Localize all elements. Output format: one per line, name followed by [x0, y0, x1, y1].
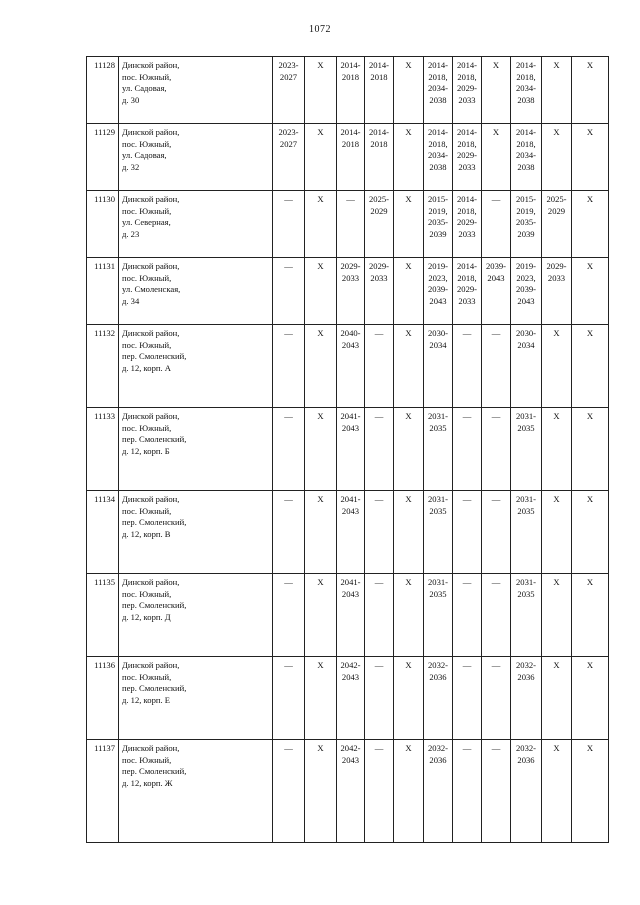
period-cell: — — [273, 408, 305, 491]
period-cell: Х — [542, 740, 572, 843]
row-number-cell: 11131 — [87, 258, 119, 325]
period-cell: 2030- 2034 — [424, 325, 453, 408]
row-number-cell: 11134 — [87, 491, 119, 574]
period-cell: Х — [394, 325, 424, 408]
period-cell: — — [365, 657, 394, 740]
period-cell: Х — [572, 124, 609, 191]
period-cell: Х — [542, 325, 572, 408]
period-cell: — — [453, 408, 482, 491]
period-cell: 2031- 2035 — [424, 408, 453, 491]
registry-table — [86, 56, 609, 843]
period-cell: 2039- 2043 — [482, 258, 511, 325]
period-cell: — — [365, 574, 394, 657]
period-cell: Х — [305, 57, 337, 124]
period-cell: 2040- 2043 — [337, 325, 365, 408]
period-cell: Х — [572, 325, 609, 408]
row-number-cell: 11130 — [87, 191, 119, 258]
period-cell: — — [365, 740, 394, 843]
period-cell: 2014- 2018 — [365, 124, 394, 191]
period-cell: Х — [305, 408, 337, 491]
period-cell: Х — [394, 574, 424, 657]
address-cell: Динской район, пос. Южный, пер. Смоленский, д. 12, корп. Е — [119, 657, 273, 740]
period-cell: 2014- 2018 — [365, 57, 394, 124]
period-cell: 2031- 2035 — [511, 491, 542, 574]
period-cell: Х — [542, 57, 572, 124]
period-cell: 2030- 2034 — [511, 325, 542, 408]
period-cell: Х — [572, 258, 609, 325]
period-cell: 2014- 2018, 2034- 2038 — [424, 57, 453, 124]
period-cell: Х — [394, 191, 424, 258]
period-cell: 2019- 2023, 2039- 2043 — [424, 258, 453, 325]
period-cell: — — [482, 408, 511, 491]
period-cell: 2029- 2033 — [337, 258, 365, 325]
period-cell: Х — [305, 325, 337, 408]
address-cell: Динской район, пос. Южный, пер. Смоленский, д. 12, корп. Ж — [119, 740, 273, 843]
period-cell: 2032- 2036 — [511, 740, 542, 843]
period-cell: — — [365, 491, 394, 574]
period-cell: Х — [572, 57, 609, 124]
period-cell: — — [365, 408, 394, 491]
period-cell: Х — [542, 657, 572, 740]
period-cell: 2032- 2036 — [424, 657, 453, 740]
period-cell: — — [453, 491, 482, 574]
period-cell: — — [273, 325, 305, 408]
period-cell: 2014- 2018, 2034- 2038 — [511, 124, 542, 191]
period-cell: Х — [542, 124, 572, 191]
period-cell: Х — [305, 191, 337, 258]
period-cell: 2015- 2019, 2035- 2039 — [424, 191, 453, 258]
period-cell: 2014- 2018 — [337, 124, 365, 191]
address-cell: Динской район, пос. Южный, ул. Северная, д. 23 — [119, 191, 273, 258]
row-number-cell: 11137 — [87, 740, 119, 843]
period-cell: — — [453, 574, 482, 657]
period-cell: 2014- 2018, 2029- 2033 — [453, 191, 482, 258]
address-cell: Динской район, пос. Южный, пер. Смоленский, д. 12, корп. Д — [119, 574, 273, 657]
period-cell: — — [273, 740, 305, 843]
page-number: 1072 — [309, 24, 331, 35]
address-cell: Динской район, пос. Южный, пер. Смоленский, д. 12, корп. А — [119, 325, 273, 408]
table-row — [87, 258, 609, 325]
period-cell: Х — [482, 57, 511, 124]
period-cell: — — [273, 191, 305, 258]
period-cell: Х — [572, 191, 609, 258]
period-cell: Х — [305, 740, 337, 843]
period-cell: 2041- 2043 — [337, 408, 365, 491]
period-cell: 2025- 2029 — [542, 191, 572, 258]
period-cell: 2014- 2018, 2034- 2038 — [511, 57, 542, 124]
address-cell: Динской район, пос. Южный, ул. Садовая, д. 32 — [119, 124, 273, 191]
period-cell: Х — [542, 574, 572, 657]
period-cell: Х — [305, 574, 337, 657]
period-cell: 2015- 2019, 2035- 2039 — [511, 191, 542, 258]
period-cell: Х — [305, 258, 337, 325]
period-cell: Х — [305, 491, 337, 574]
period-cell: 2031- 2035 — [424, 491, 453, 574]
table-row — [87, 325, 609, 408]
period-cell: Х — [572, 740, 609, 843]
period-cell: — — [453, 657, 482, 740]
row-number-cell: 11133 — [87, 408, 119, 491]
period-cell: 2019- 2023, 2039- 2043 — [511, 258, 542, 325]
period-cell: 2041- 2043 — [337, 574, 365, 657]
period-cell: 2014- 2018, 2029- 2033 — [453, 57, 482, 124]
period-cell: Х — [572, 574, 609, 657]
table-row — [87, 124, 609, 191]
address-cell: Динской район, пос. Южный, пер. Смоленский, д. 12, корп. Б — [119, 408, 273, 491]
period-cell: Х — [394, 740, 424, 843]
period-cell: Х — [305, 657, 337, 740]
period-cell: 2029- 2033 — [365, 258, 394, 325]
period-cell: — — [482, 574, 511, 657]
period-cell: 2032- 2036 — [424, 740, 453, 843]
period-cell: — — [482, 657, 511, 740]
period-cell: 2029- 2033 — [542, 258, 572, 325]
period-cell: — — [453, 325, 482, 408]
period-cell: Х — [394, 57, 424, 124]
row-number-cell: 11128 — [87, 57, 119, 124]
period-cell: — — [337, 191, 365, 258]
period-cell: 2031- 2035 — [424, 574, 453, 657]
row-number-cell: 11132 — [87, 325, 119, 408]
period-cell: Х — [394, 657, 424, 740]
address-cell: Динской район, пос. Южный, пер. Смоленский, д. 12, корп. В — [119, 491, 273, 574]
period-cell: Х — [305, 124, 337, 191]
period-cell: 2041- 2043 — [337, 491, 365, 574]
period-cell: — — [273, 657, 305, 740]
period-cell: 2023- 2027 — [273, 124, 305, 191]
period-cell: Х — [542, 408, 572, 491]
period-cell: — — [482, 325, 511, 408]
row-number-cell: 11136 — [87, 657, 119, 740]
period-cell: Х — [394, 124, 424, 191]
period-cell: — — [273, 574, 305, 657]
table-row — [87, 408, 609, 491]
period-cell: 2014- 2018, 2029- 2033 — [453, 124, 482, 191]
period-cell: — — [482, 191, 511, 258]
period-cell: 2031- 2035 — [511, 574, 542, 657]
period-cell: — — [365, 325, 394, 408]
period-cell: — — [453, 740, 482, 843]
period-cell: Х — [572, 657, 609, 740]
row-number-cell: 11129 — [87, 124, 119, 191]
period-cell: 2025- 2029 — [365, 191, 394, 258]
period-cell: — — [273, 491, 305, 574]
period-cell: 2042- 2043 — [337, 657, 365, 740]
registry-body — [87, 57, 609, 843]
period-cell: Х — [572, 491, 609, 574]
period-cell: 2014- 2018, 2034- 2038 — [424, 124, 453, 191]
period-cell: Х — [394, 408, 424, 491]
period-cell: 2031- 2035 — [511, 408, 542, 491]
table-row — [87, 57, 609, 124]
period-cell: Х — [542, 491, 572, 574]
period-cell: 2042- 2043 — [337, 740, 365, 843]
table-row — [87, 491, 609, 574]
table-row — [87, 657, 609, 740]
address-cell: Динской район, пос. Южный, ул. Смоленская, д. 34 — [119, 258, 273, 325]
row-number-cell: 11135 — [87, 574, 119, 657]
period-cell: — — [273, 258, 305, 325]
period-cell: — — [482, 491, 511, 574]
table-row — [87, 740, 609, 843]
period-cell: Х — [482, 124, 511, 191]
address-cell: Динской район, пос. Южный, ул. Садовая, д. 30 — [119, 57, 273, 124]
table-row — [87, 574, 609, 657]
period-cell: Х — [394, 258, 424, 325]
period-cell: 2023- 2027 — [273, 57, 305, 124]
table-row — [87, 191, 609, 258]
period-cell: Х — [394, 491, 424, 574]
period-cell: — — [482, 740, 511, 843]
period-cell: 2014- 2018, 2029- 2033 — [453, 258, 482, 325]
period-cell: 2032- 2036 — [511, 657, 542, 740]
period-cell: Х — [572, 408, 609, 491]
period-cell: 2014- 2018 — [337, 57, 365, 124]
